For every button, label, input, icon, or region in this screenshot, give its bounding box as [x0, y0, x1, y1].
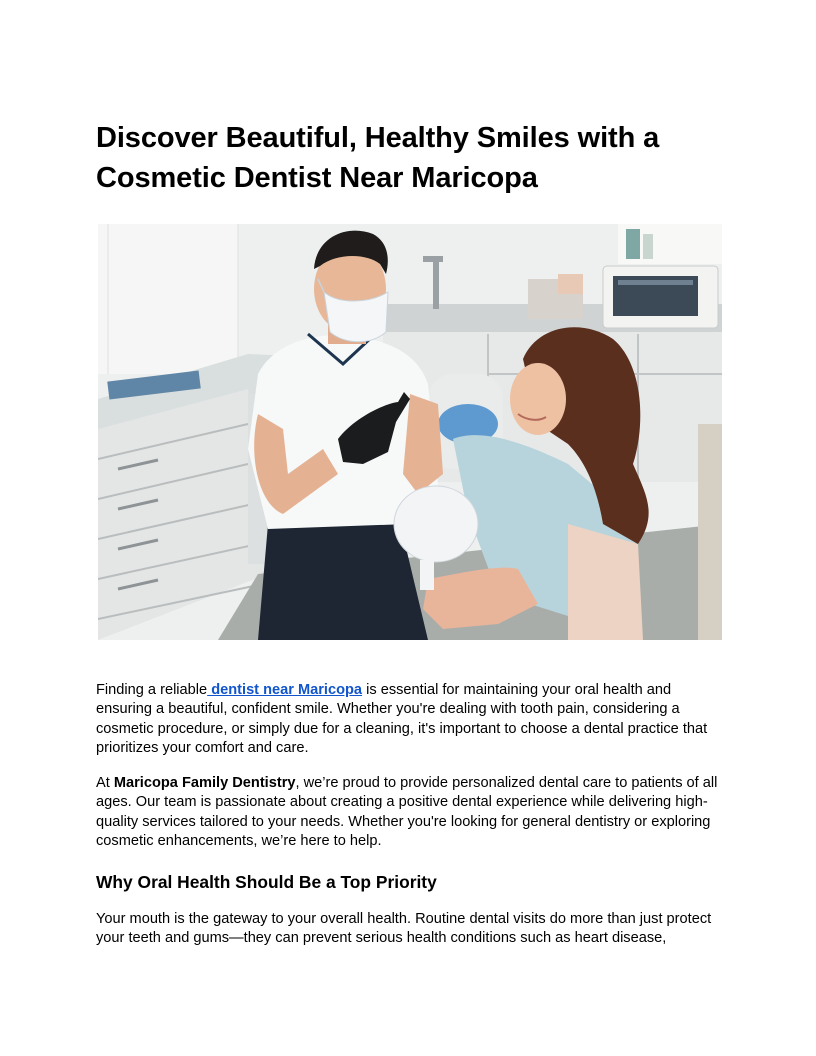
hero-photo-dentist-and-patient: [98, 224, 722, 640]
page-title: Discover Beautiful, Healthy Smiles with a Cosmetic Dentist Near Maricopa: [96, 122, 660, 194]
intro-text-before-link: Finding a reliable: [96, 682, 208, 698]
intro-text-after-link: is essential for maintaining your oral health and ensuring a beautiful, confident smile. Whether you're dealing with tooth pain, considering a cosmetic procedure, or simply due for a cleaning, it's important to choose a dental practice that prioritizes your comfort and care.: [96, 682, 708, 757]
section-heading: Why Oral Health Should Be a Top Priority: [96, 872, 437, 892]
practice-name: Maricopa Family Dentistry: [113, 775, 296, 791]
practice-text-after-bold: , we’re proud to provide personalized dental care to patients of all ages. Our team is passionate about creating a positive dental experience while delivering high-quality services tailored to your needs. Whether you're looking for general dentistry or exploring cosmetic enhancements, we’re here to help.: [96, 775, 718, 850]
oral-health-paragraph: Your mouth is the gateway to your overall health. Routine dental visits do more than just protect your teeth and gums—they can prevent serious health conditions such as heart disease,: [96, 911, 712, 947]
intro-paragraph: [96, 681, 722, 759]
practice-paragraph: [96, 774, 722, 852]
dentist-near-maricopa-link[interactable]: dentist near Maricopa: [207, 682, 363, 698]
practice-text-before-bold: At: [96, 775, 114, 791]
